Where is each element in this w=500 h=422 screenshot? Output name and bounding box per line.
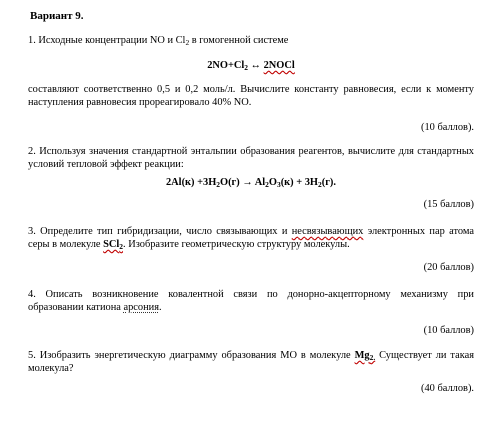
task1-intro-sub: 2	[185, 37, 190, 47]
task2-score: (15 баллов)	[423, 198, 474, 210]
task1-score: (10 баллов).	[421, 121, 474, 133]
task5-formula-sub: 2.	[369, 352, 376, 362]
task4-dotted-word: арсония	[123, 301, 160, 313]
task5-text	[28, 349, 474, 375]
task2-eq-part3: O	[268, 176, 277, 188]
task1-intro-tail: в гомогенной системе	[189, 34, 289, 46]
task4-text	[28, 288, 474, 314]
task3-formula-sub: 2	[119, 241, 123, 251]
variant-title: Вариант 9.	[30, 10, 84, 22]
task3-formula-text: SCl	[103, 238, 120, 250]
task2-eq-part2: O(г) → Al	[220, 176, 266, 188]
task3-wavy-word: несвязывающих	[291, 225, 364, 237]
task5-formula-text: Mg	[354, 349, 370, 361]
task2-eq-part4: (к) + 3H	[280, 176, 319, 188]
task1-intro	[28, 34, 474, 47]
task1-body: составляют соответственно 0,5 и 0,2 моль/л. Вычислите константу равновесия, если к моменту наступления равновесия прореагировало 40% NO.	[28, 83, 474, 108]
task1-intro-text: 1. Исходные концентрации NO и Cl	[28, 34, 186, 46]
task4-score: (10 баллов)	[423, 324, 474, 336]
task1-eq-left: 2NO+Cl	[207, 59, 245, 71]
task2-eq-part5: (г).	[321, 176, 336, 188]
task1-eq-arrow: ↔	[248, 59, 264, 71]
task1-eq-right: 2NOCl	[263, 59, 295, 71]
task2-eq-sub1: 2	[216, 179, 221, 189]
task3-score: (20 баллов)	[423, 261, 474, 273]
task2-equation	[28, 176, 474, 189]
task3-formula	[103, 239, 123, 250]
task1-eq-left-sub: 2	[244, 62, 249, 72]
task3-part3: . Изобразите геометрическую структуру молекулы.	[123, 238, 350, 250]
task2-text: 2. Используя значения стандартной энтальпии образования реагентов, вычислите для стандартных условий тепловой эффект реакции:	[28, 145, 474, 170]
task3-part1: 3. Определите тип гибридизации, число связывающих и	[28, 225, 292, 237]
task2-eq-sub4: 2	[318, 179, 322, 189]
task2-eq-sub3: 3	[276, 179, 281, 189]
task1-equation	[28, 59, 474, 72]
task2-eq-part1: 2Al(к) +3H	[165, 176, 217, 188]
task4-part1: 4. Описать возникновение ковалентной связи по донорно-акцепторному механизму при образовании катиона	[28, 288, 474, 313]
task5-formula	[355, 350, 376, 361]
task5-part2: Существует ли такая молекула?	[28, 349, 474, 374]
task3-part2: электронных пар атома серы в молекуле	[28, 225, 474, 250]
task4-part2: .	[159, 301, 162, 313]
task3-text	[28, 225, 474, 251]
task5-part1: 5. Изобразить энергетическую диаграмму образования МО в молекуле	[28, 349, 355, 361]
task2-eq-sub2: 2	[265, 179, 269, 189]
task5-score: (40 баллов).	[421, 382, 474, 394]
